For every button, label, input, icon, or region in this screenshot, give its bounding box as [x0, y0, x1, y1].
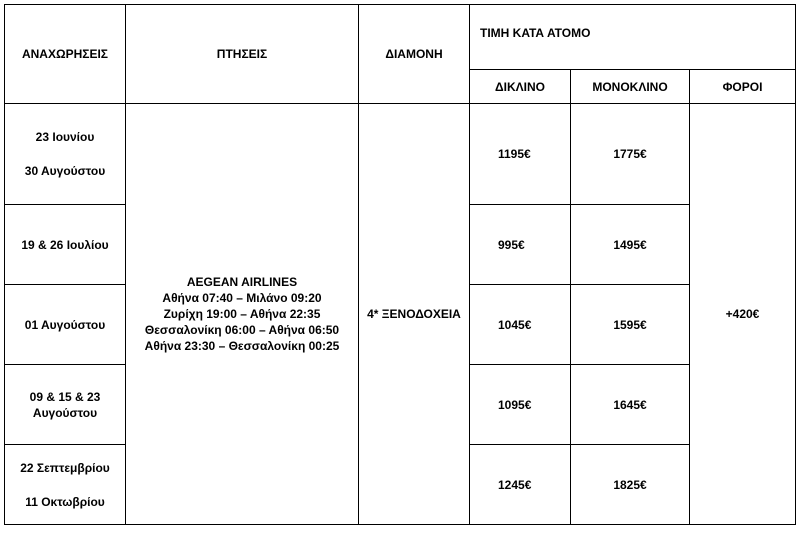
airline-name: AEGEAN AIRLINES	[186, 275, 298, 289]
header-double: ΔΙΚΛΙΝΟ	[470, 70, 571, 104]
accommodation-cell: 4* ΞΕΝΟΔΟΧΕΙΑ	[359, 104, 470, 525]
tour-price-table	[4, 4, 796, 525]
departure-date: 23 Ιουνίου	[35, 130, 95, 144]
departure-cell	[5, 445, 126, 525]
flights-cell	[126, 104, 359, 525]
header-taxes: ΦΟΡΟΙ	[690, 70, 796, 104]
header-flights: ΠΤΗΣΕΙΣ	[126, 5, 359, 104]
departure-date: 11 Οκτωβρίου	[25, 494, 105, 509]
departure-date: 22 Σεπτεμβρίου	[20, 460, 110, 475]
departure-date: 19 & 26 Ιουλίου	[21, 237, 109, 252]
departure-date: Αυγούστου	[32, 405, 98, 420]
flight-leg: Αθήνα 23:30 – Θεσσαλονίκη 00:25	[144, 339, 340, 353]
header-price-per-person-label: ΤΙΜΗ ΚΑΤΑ ΑΤΟΜΟ	[480, 26, 591, 40]
departure-cell	[5, 205, 126, 285]
single-price: 1775€	[571, 104, 690, 205]
double-price: 1045€	[470, 285, 571, 365]
header-single: ΜΟΝΟΚΛΙΝΟ	[571, 70, 690, 104]
table-row	[5, 104, 796, 205]
departure-date: 30 Αυγούστου	[24, 164, 106, 178]
departure-cell	[5, 285, 126, 365]
single-price: 1645€	[571, 365, 690, 445]
single-price: 1825€	[571, 445, 690, 525]
double-price: 1195€	[470, 104, 571, 205]
flight-leg: Ζυρίχη 19:00 – Αθήνα 22:35	[163, 307, 321, 321]
departure-date: 09 & 15 & 23	[29, 389, 101, 404]
double-price: 1095€	[470, 365, 571, 445]
double-price: 995€	[470, 205, 571, 285]
header-price-per-person	[470, 5, 796, 70]
single-price: 1595€	[571, 285, 690, 365]
flight-leg: Θεσσαλονίκη 06:00 – Αθήνα 06:50	[144, 323, 340, 337]
header-accommodation: ΔΙΑΜΟΝΗ	[359, 5, 470, 104]
single-price: 1495€	[571, 205, 690, 285]
taxes-cell: +420€	[690, 104, 796, 525]
flight-leg: Αθήνα 07:40 – Μιλάνο 09:20	[162, 291, 322, 305]
departure-cell	[5, 104, 126, 205]
departure-cell	[5, 365, 126, 445]
departure-date: 01 Αυγούστου	[24, 317, 106, 332]
header-departures: ΑΝΑΧΩΡΗΣΕΙΣ	[5, 5, 126, 104]
double-price: 1245€	[470, 445, 571, 525]
